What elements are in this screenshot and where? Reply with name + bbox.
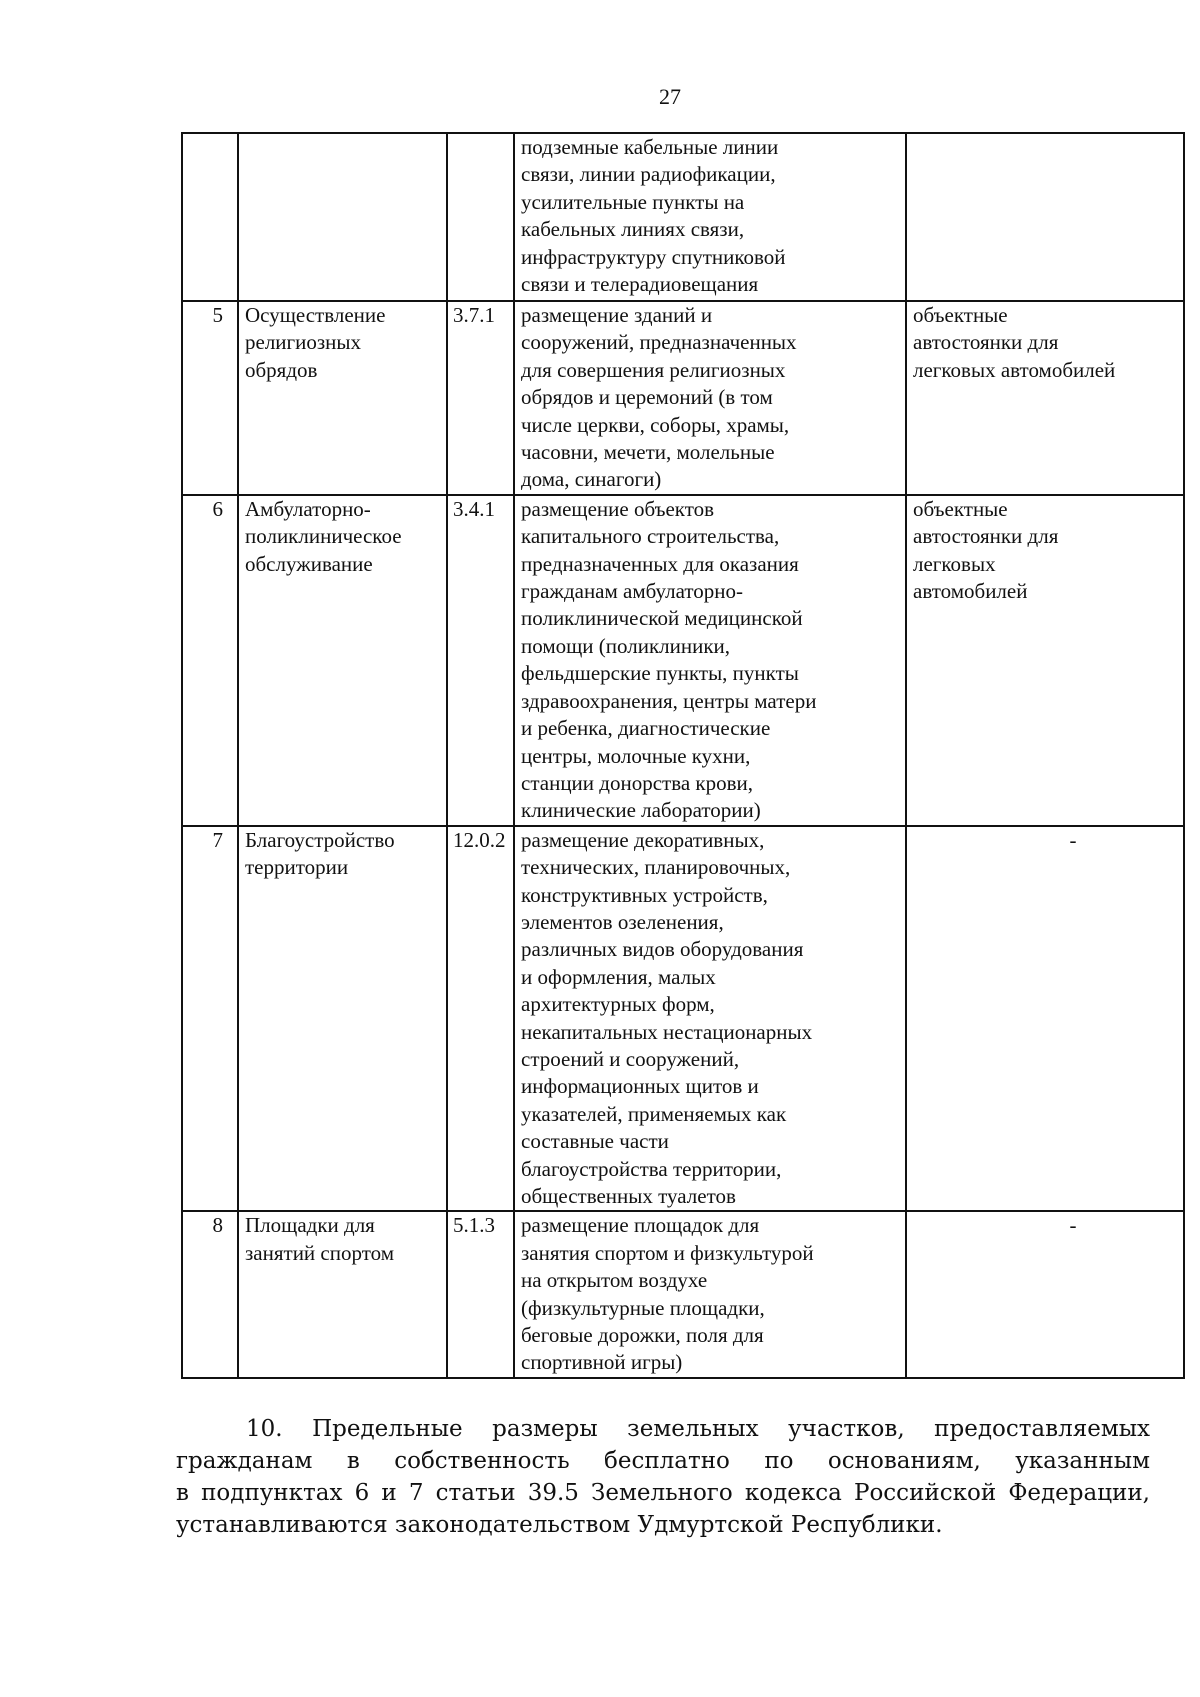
table-row — [182, 301, 1184, 495]
row-number-cell: 8 — [182, 1211, 238, 1377]
cell-text-line: объектные — [913, 496, 1008, 521]
cell-text-line: территории — [245, 855, 349, 880]
cell-text-line: капитального строительства, — [521, 524, 780, 549]
use-type-code-cell: 12.0.2 — [447, 826, 514, 1212]
cell-text-line: - — [1069, 1213, 1077, 1238]
land-use-table-container — [181, 132, 1183, 1379]
cell-text-line: клинические лаборатории) — [521, 798, 761, 823]
cell-text-line: гражданам амбулаторно- — [521, 579, 744, 604]
table-row — [182, 133, 1184, 301]
cell-text-line: благоустройства территории, — [521, 1156, 782, 1181]
cell-text-line: составные части — [521, 1129, 669, 1154]
use-type-name-cell — [238, 495, 447, 826]
cell-text-line: элементов озеленения, — [521, 909, 724, 934]
paragraph-line: в подпунктах 6 и 7 статьи 39.5 Земельного кодекса Российской Федерации, — [176, 1480, 1150, 1506]
row-number-cell — [182, 133, 238, 301]
cell-text-line: информационных щитов и — [521, 1074, 759, 1099]
table-row — [182, 495, 1184, 826]
auxiliary-use-cell — [906, 826, 1184, 1212]
use-type-description-cell — [514, 495, 906, 826]
cell-text-line: некапитальных нестационарных — [521, 1019, 813, 1044]
cell-text-line: здравоохранения, центры матери — [521, 688, 817, 713]
cell-text-line: Площадки для — [245, 1213, 375, 1238]
cell-text-line: связи и телерадиовещания — [521, 272, 759, 297]
cell-text-line: автостоянки для — [913, 524, 1059, 549]
use-type-description-cell — [514, 1211, 906, 1377]
use-type-code-cell: 5.1.3 — [447, 1211, 514, 1377]
cell-text-line: строений и сооружений, — [521, 1046, 740, 1071]
cell-text-line: архитектурных форм, — [521, 992, 715, 1017]
use-type-description-cell — [514, 301, 906, 495]
cell-text-line: и оформления, малых — [521, 964, 716, 989]
cell-text-line: конструктивных устройств, — [521, 882, 768, 907]
cell-text-line: станции донорства крови, — [521, 770, 754, 795]
cell-text-line: различных видов оборудования — [521, 937, 804, 962]
land-use-table — [181, 132, 1185, 1379]
cell-text-line: легковых — [913, 551, 996, 576]
cell-text-line: спортивной игры) — [521, 1350, 683, 1375]
paragraph-line: 10. Предельные размеры земельных участков, предоставляемых — [246, 1416, 1150, 1442]
use-type-name-cell — [238, 1211, 447, 1377]
cell-text-line: для совершения религиозных — [521, 357, 786, 382]
cell-text-line: размещение декоративных, — [521, 827, 765, 852]
cell-text-line: на открытом воздухе — [521, 1268, 708, 1293]
paragraph-10 — [176, 1413, 1150, 1541]
auxiliary-use-cell — [906, 301, 1184, 495]
auxiliary-use-cell — [906, 1211, 1184, 1377]
cell-text-line: религиозных — [245, 330, 362, 355]
cell-text-line: подземные кабельные линии — [521, 135, 779, 159]
page-number: 27 — [659, 84, 681, 109]
auxiliary-use-cell — [906, 495, 1184, 826]
cell-text-line: числе церкви, соборы, храмы, — [521, 412, 790, 437]
cell-text-line: и ребенка, диагностические — [521, 716, 771, 741]
cell-text-line: поликлинической медицинской — [521, 606, 803, 631]
use-type-code-cell: 3.4.1 — [447, 495, 514, 826]
cell-text-line: фельдшерские пункты, пункты — [521, 661, 799, 686]
cell-text-line: инфраструктуру спутниковой — [521, 244, 786, 269]
cell-text-line: сооружений, предназначенных — [521, 330, 797, 355]
cell-text-line: предназначенных для оказания — [521, 551, 799, 576]
cell-text-line: (физкультурные площадки, — [521, 1295, 765, 1320]
cell-text-line: объектные — [913, 303, 1008, 327]
cell-text-line: легковых автомобилей — [913, 357, 1116, 382]
cell-text-line: размещение зданий и — [521, 303, 713, 327]
cell-text-line: общественных туалетов — [521, 1184, 736, 1208]
cell-text-line: часовни, мечети, молельные — [521, 440, 775, 465]
cell-text-line: автостоянки для — [913, 330, 1059, 355]
cell-text-line: Благоустройство — [245, 827, 395, 852]
cell-text-line: дома, синагоги) — [521, 467, 662, 492]
cell-text-line: кабельных линиях связи, — [521, 217, 745, 242]
cell-text-line: - — [1069, 827, 1077, 852]
cell-text-line: усилительные пункты на — [521, 189, 745, 214]
table-row — [182, 1211, 1184, 1377]
cell-text-line: размещение объектов — [521, 496, 715, 521]
paragraph-line: устанавливаются законодательством Удмуртской Республики. — [176, 1512, 943, 1538]
cell-text-line: автомобилей — [913, 579, 1028, 604]
use-type-name-cell — [238, 826, 447, 1212]
cell-text-line: помощи (поликлиники, — [521, 633, 731, 658]
row-number-cell: 5 — [182, 301, 238, 495]
row-number-cell: 7 — [182, 826, 238, 1212]
cell-text-line: Амбулаторно- — [245, 496, 371, 521]
cell-text-line: размещение площадок для — [521, 1213, 760, 1238]
cell-text-line: обрядов и церемоний (в том — [521, 385, 773, 410]
cell-text-line: беговые дорожки, поля для — [521, 1323, 764, 1348]
table-row — [182, 826, 1184, 1212]
cell-text-line: центры, молочные кухни, — [521, 743, 751, 768]
cell-text-line: связи, линии радиофикации, — [521, 162, 776, 187]
cell-text-line: занятия спортом и физкультурой — [521, 1240, 814, 1265]
paragraph-line: гражданам в собственность бесплатно по основаниям, указанным — [176, 1448, 1150, 1474]
auxiliary-use-cell — [906, 133, 1184, 301]
use-type-description-cell — [514, 133, 906, 301]
use-type-code-cell — [447, 133, 514, 301]
use-type-description-cell — [514, 826, 906, 1212]
table-body — [182, 133, 1184, 1378]
cell-text-line: занятий спортом — [245, 1240, 394, 1265]
cell-text-line: поликлиническое — [245, 524, 402, 549]
row-number-cell: 6 — [182, 495, 238, 826]
cell-text-line: обрядов — [245, 357, 318, 382]
use-type-code-cell: 3.7.1 — [447, 301, 514, 495]
use-type-name-cell — [238, 301, 447, 495]
cell-text-line: Осуществление — [245, 303, 386, 327]
cell-text-line: указателей, применяемых как — [521, 1101, 787, 1126]
cell-text-line: обслуживание — [245, 551, 373, 576]
use-type-name-cell — [238, 133, 447, 301]
cell-text-line: технических, планировочных, — [521, 855, 791, 880]
